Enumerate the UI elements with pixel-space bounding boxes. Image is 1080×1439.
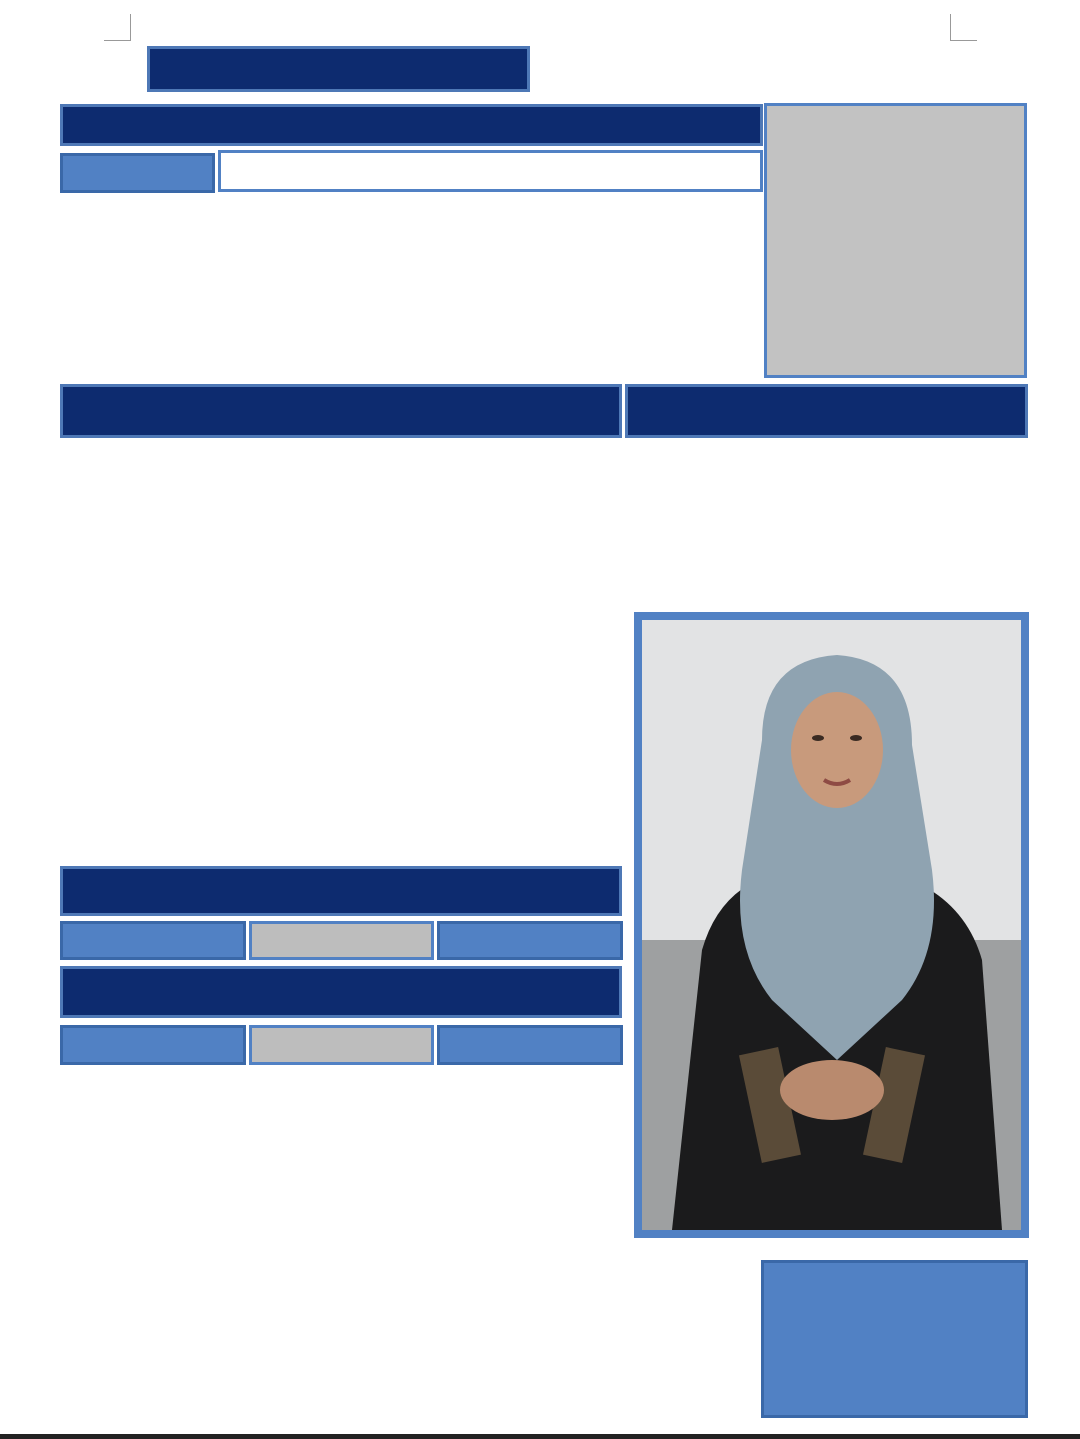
candidate-photo-frame bbox=[634, 612, 1029, 1238]
page-bottom-edge bbox=[0, 1434, 1080, 1439]
previous-header-extra bbox=[437, 1025, 623, 1065]
corner-mark-left bbox=[104, 14, 131, 41]
language-arabic bbox=[249, 921, 434, 960]
application-title bbox=[60, 104, 763, 146]
details-title bbox=[60, 384, 622, 438]
candidate-photo bbox=[642, 620, 1021, 1230]
phone-box bbox=[761, 1260, 1028, 1418]
name-label bbox=[60, 153, 215, 193]
language-level bbox=[437, 921, 623, 960]
country-banner bbox=[147, 46, 530, 92]
passport-title bbox=[625, 384, 1028, 438]
corner-mark-right bbox=[950, 14, 977, 41]
photo-placeholder bbox=[764, 103, 1027, 378]
previous-employment-title bbox=[60, 966, 622, 1018]
languages-title bbox=[60, 866, 622, 916]
language-english bbox=[60, 921, 246, 960]
previous-header-period bbox=[249, 1025, 434, 1065]
name-value bbox=[218, 150, 763, 192]
previous-header-country bbox=[60, 1025, 246, 1065]
